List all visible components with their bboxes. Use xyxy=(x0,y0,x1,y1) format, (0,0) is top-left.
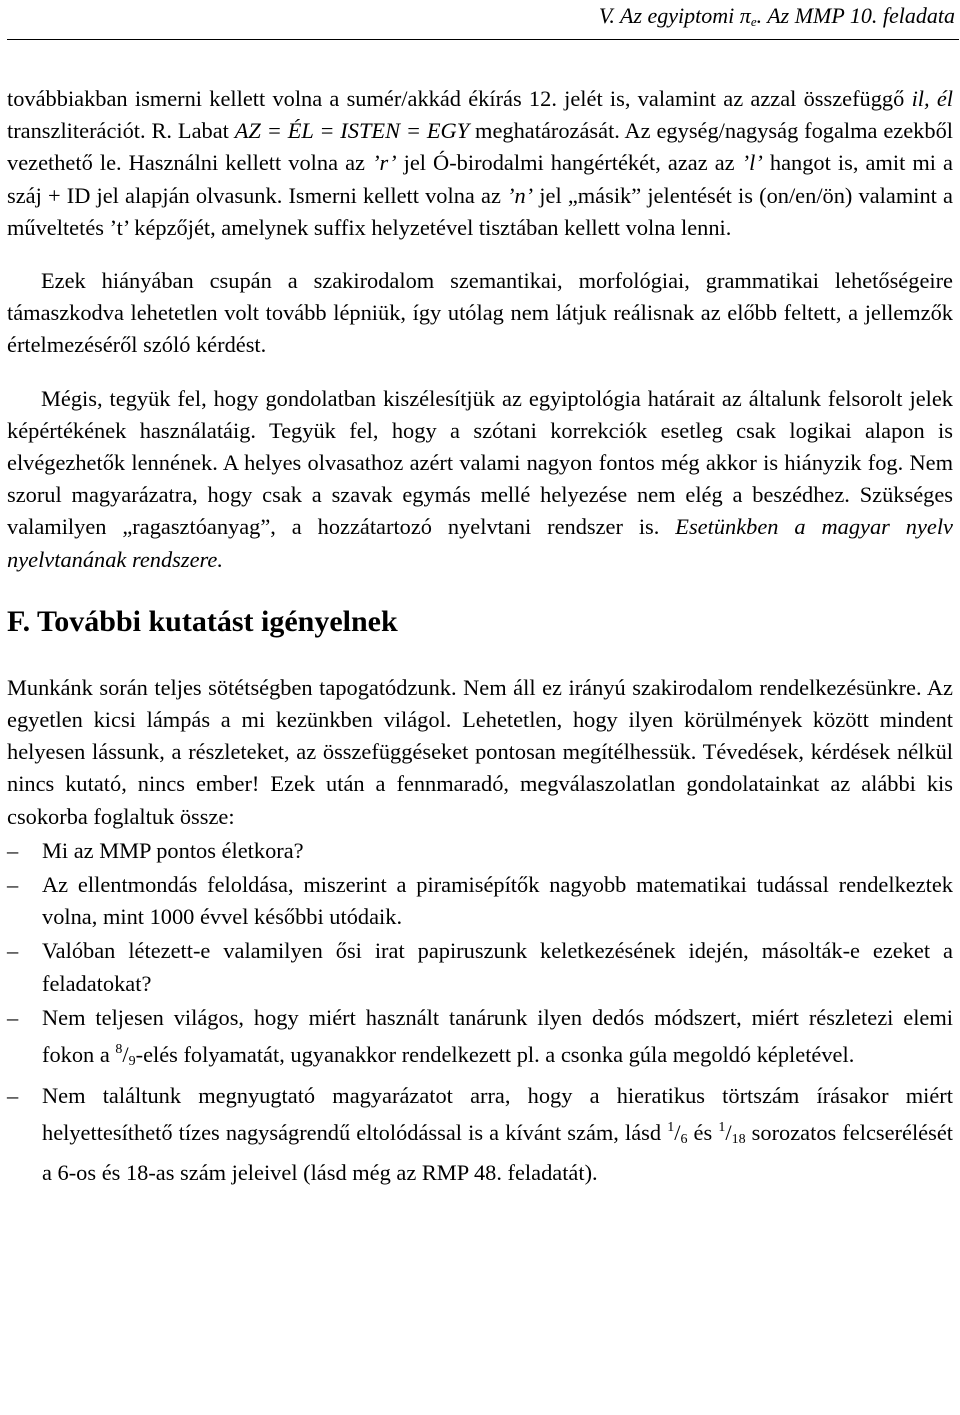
pi-symbol: $\pi_e$ xyxy=(739,3,757,29)
open-questions-list xyxy=(7,835,953,1189)
list-item: – Nem teljesen világos, hogy miért használt tanárunk ilyen dedós módszert, miért részletezi elemi fokon a $^8/_9$-elés folyamatát, ugyanakkor rendelkezett pl. a csonka gúla megoldó képletével. xyxy=(7,1002,953,1078)
section-heading: F. További kutatást igényelnek xyxy=(7,604,398,638)
list-item: – Az ellentmondás feloldása, miszerint a piramisépítők nagyobb matematikai tudással rendelkeztek volna, mint 1000 évvel későbbi utódaik. xyxy=(7,869,953,933)
document-page xyxy=(7,0,953,1189)
dash-bullet: – xyxy=(7,872,19,898)
fraction-1-18: $^1/_{18}$ xyxy=(718,1120,746,1148)
paragraph-1: továbbiakban ismerni kellett volna a sumér/akkád ékírás 12. jelét is, valamint az azzal összefüggő il, él transzliterációt. R. Labat AZ = ÉL = ISTEN = EGY meghatározását. Az egység/nagyság fogalma ezekből vezethető le. Használni kellett volna az ’r’ jel Ó-birodalmi hangértékét, azaz az ’l’ hangot is, amit mi a száj + ID jel alapján olvasunk. Ismerni kellett volna az ’n’ jel „másik” jelentését is (on/en/ön) valamint a műveltetés ’t’ képzőjét, amelynek suffix helyzetével tisztában kellett volna lenni. xyxy=(7,86,953,240)
running-header: V. Az egyiptomi $\pi_e$. Az MMP 10. feladata xyxy=(598,3,955,29)
fraction-8-9: $^8/_9$ xyxy=(115,1042,136,1070)
fraction-1-6: $^1/_6$ xyxy=(667,1120,688,1148)
list-item: – Nem találtunk megnyugtató magyarázatot arra, hogy a hieratikus törtszám írásakor miért helyettesíthető tízes nagyságrendű eltolódással is a kívánt szám, lásd $^1/_6$ és $^1/_{18}$ sorozatos felcserélését a 6-os és 18-as szám jeleivel (lásd még az RMP 48. feladatát). xyxy=(7,1080,953,1189)
dash-bullet: – xyxy=(7,1004,19,1030)
list-item: – Mi az MMP pontos életkora? xyxy=(7,835,953,867)
dash-bullet: – xyxy=(7,837,19,863)
paragraph-4: Munkánk során teljes sötétségben tapogatódzunk. Nem áll ez irányú szakirodalom rendelkezésünkre. Az egyetlen kicsi lámpás a mi kezünkben világol. Lehetetlen, hogy ilyen körülmények között mindent helyesen lássunk, a részleteket, az összefüggéseket pontosan megítélhessük. Tévedések, kérdések nélkül nincs kutató, nincs ember! Ezek után a fennmaradó, megválaszolatlan gondolatainkat az alábbi kis csokorba foglaltuk össze: xyxy=(7,674,953,829)
paragraph-3: Mégis, tegyük fel, hogy gondolatban kiszélesítjük az egyiptológia határait az általunk felsorolt jelek képértékének használatáig. Tegyük fel, hogy a szótani korrekciók esetleg csak logikai alapon is elvégezhetők lennének. A helyes olvasathoz azért valami nagyon fontos még akkor is hiányzik fog. Nem szorul magyarázatra, hogy csak a szavak egymás mellé helyezése nem elég a beszédhez. Szükséges valamilyen „ragasztóanyag”, a hozzátartozó nyelvtani rendszer is. Esetünkben a magyar nyelv nyelvtanának rendszere. xyxy=(7,385,953,572)
dash-bullet: – xyxy=(7,1083,19,1109)
header-rule xyxy=(7,39,959,40)
list-item: – Valóban létezett-e valamilyen ősi irat papiruszunk keletkezésének idején, másolták-e ezeket a feladatokat? xyxy=(7,935,953,999)
dash-bullet: – xyxy=(7,938,19,964)
paragraph-2: Ezek hiányában csupán a szakirodalom szemantikai, morfológiai, grammatikai lehetőségeire támaszkodva lehetetlen volt tovább lépniük, így utólag nem látjuk reálisnak az előbb feltett, a jellemzők értelmezéséről szóló kérdést. xyxy=(7,268,953,358)
